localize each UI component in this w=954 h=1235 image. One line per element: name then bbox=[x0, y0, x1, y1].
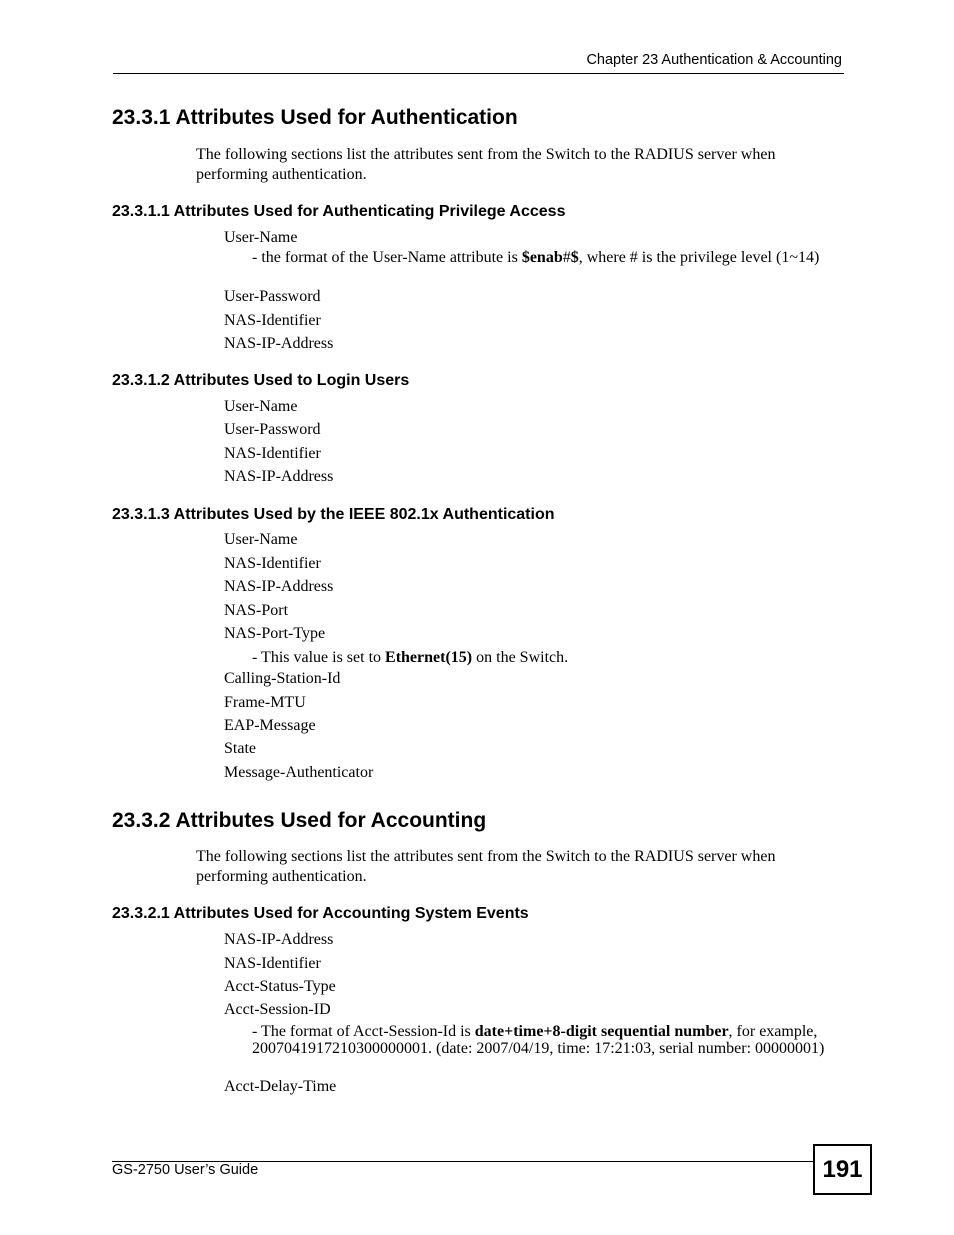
attribute-item: User-Name bbox=[224, 531, 298, 548]
attribute-item: State bbox=[224, 740, 256, 757]
attribute-item: NAS-IP-Address bbox=[224, 468, 334, 485]
attribute-item: Calling-Station-Id bbox=[224, 670, 341, 687]
footer-guide-title: GS-2750 User’s Guide bbox=[112, 1162, 259, 1178]
attribute-note-session-id-format: - The format of Acct-Session-Id is date+time+8-digit sequential number, for example, 2007041917210300000001. (date: 2007/04/19, time: 17:21:03, serial number: 00000001) bbox=[252, 1023, 825, 1057]
header-rule bbox=[113, 73, 844, 74]
subsection-heading-dot1x: 23.3.1.3 Attributes Used by the IEEE 802.1x Authentication bbox=[112, 506, 555, 523]
subsection-heading-login-users: 23.3.1.2 Attributes Used to Login Users bbox=[112, 372, 410, 389]
attribute-item: NAS-Identifier bbox=[224, 445, 321, 462]
attribute-item: User-Password bbox=[224, 421, 321, 438]
attribute-item: NAS-IP-Address bbox=[224, 335, 334, 352]
running-header: Chapter 23 Authentication & Accounting bbox=[586, 52, 842, 68]
attribute-item: EAP-Message bbox=[224, 717, 316, 734]
section-intro-accounting: The following sections list the attributes sent from the Switch to the RADIUS server when performing authentication. bbox=[196, 848, 776, 885]
attribute-item: NAS-IP-Address bbox=[224, 578, 334, 595]
attribute-item: Message-Authenticator bbox=[224, 764, 374, 781]
subsection-heading-system-events: 23.3.2.1 Attributes Used for Accounting System Events bbox=[112, 905, 529, 922]
attribute-note-port-type: - This value is set to Ethernet(15) on the Switch. bbox=[252, 649, 569, 666]
attribute-item: NAS-Identifier bbox=[224, 312, 321, 329]
attribute-item: User-Name bbox=[224, 398, 298, 415]
subsection-heading-privilege-access: 23.3.1.1 Attributes Used for Authenticating Privilege Access bbox=[112, 203, 566, 220]
attribute-item: NAS-IP-Address bbox=[224, 931, 334, 948]
attribute-item: Acct-Session-ID bbox=[224, 1001, 331, 1018]
attribute-item: Frame-MTU bbox=[224, 694, 306, 711]
attribute-item: Acct-Delay-Time bbox=[224, 1078, 337, 1095]
attribute-item: NAS-Port-Type bbox=[224, 625, 326, 642]
attribute-item: NAS-Identifier bbox=[224, 555, 321, 572]
page-number: 191 bbox=[813, 1144, 872, 1195]
section-intro-authentication: The following sections list the attributes sent from the Switch to the RADIUS server when performing authentication. bbox=[196, 146, 776, 183]
attribute-item: Acct-Status-Type bbox=[224, 978, 336, 995]
attribute-item: NAS-Identifier bbox=[224, 955, 321, 972]
section-heading-authentication: 23.3.1 Attributes Used for Authentication bbox=[112, 106, 518, 129]
attribute-item: User-Password bbox=[224, 288, 321, 305]
section-heading-accounting: 23.3.2 Attributes Used for Accounting bbox=[112, 809, 487, 832]
attribute-item: User-Name bbox=[224, 229, 298, 246]
attribute-note-username-format: - the format of the User-Name attribute is $enab#$, where # is the privilege level (1~14) bbox=[252, 249, 820, 266]
attribute-item: NAS-Port bbox=[224, 602, 289, 619]
